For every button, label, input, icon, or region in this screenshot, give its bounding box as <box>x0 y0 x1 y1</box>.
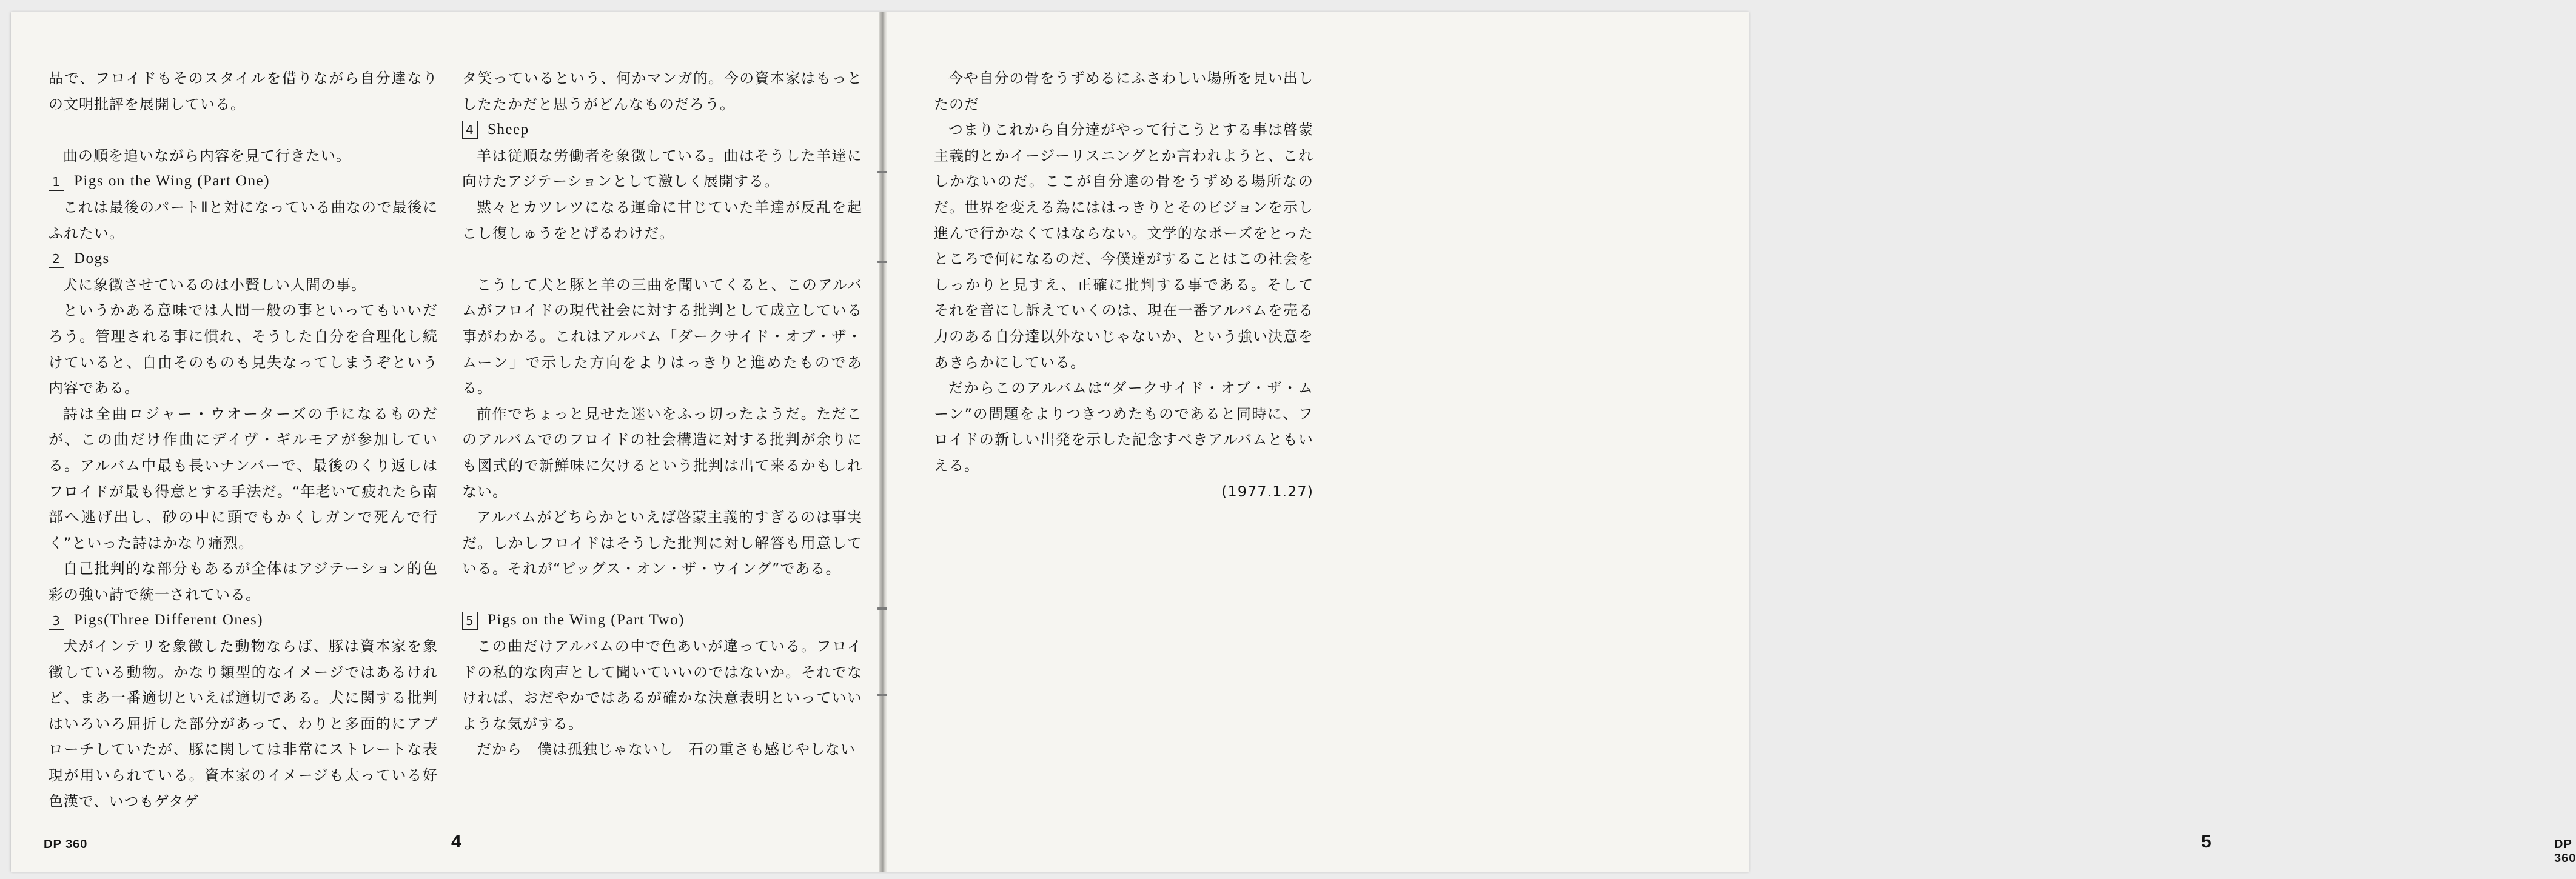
body-paragraph: 犬がインテリを象徴した動物ならば、豚は資本家を象徴している動物。かなり類型的なイメージではあるけれど、まあ一番適切といえば適切である。犬に関する批判はいろいろ屈折した部分があって、わりと多面的にアプローチしていたが、豚に関しては非常にストレートな表現が用いられている。資本家のイメージも太っている好色漢で、いつもゲタゲ <box>49 638 438 810</box>
body-paragraph: これは最後のパートⅡと対になっている曲なので最後にふれたい。 <box>49 198 438 242</box>
booklet-spine <box>879 12 887 872</box>
paragraph-gap <box>462 582 862 608</box>
body-paragraph: 前作でちょっと見せた迷いをふっ切ったようだ。ただこのアルバムでのフロイドの社会構造に対する批判が余りにも図式的で新鮮味に欠けるという批判は出て来るかもしれない。 <box>462 405 862 500</box>
track-heading <box>49 169 438 195</box>
catalog-code-left: DP 360 <box>44 838 88 851</box>
body-paragraph: だから 僕は孤独じゃないし 石の重さも感じやしない <box>477 741 856 758</box>
body-paragraph: つまりこれから自分達がやって行こうとする事は啓蒙主義的とかイージーリスニングとか言われようと、これしかないのだ。ここが自分達の骨をうずめる場所なのだ。世界を変える為にははっきりとそのビジョンを示し進んで行かなくてはならない。文学的なポーズをとったところで何になるのだ、今僕達がすることはこの社会をしっかりと見すえ、正確に批判する事である。そしてそれを音にし訴えていくのは、現在一番アルバムを売る力のある自分達以外ないじゃないか、という強い決意をあきらかにしている。 <box>934 121 1313 371</box>
left-page-column-2 <box>462 65 862 763</box>
body-paragraph: 犬に象徴させているのは小賢しい人間の事。 <box>63 276 366 293</box>
body-paragraph: 曲の順を追いながら内容を見て行きたい。 <box>63 147 351 164</box>
body-paragraph: タ笑っているという、何かマンガ的。今の資本家はもっとしたたかだと思うがどんなものだろう。 <box>462 70 862 113</box>
body-paragraph: 品で、フロイドもそのスタイルを借りながら自分達なりの文明批評を展開している。 <box>49 70 438 113</box>
page-number-left: 4 <box>451 832 461 852</box>
body-paragraph: 今や自分の骨をうずめるにふさわしい場所を見い出したのだ <box>934 70 1313 113</box>
date-stamp: (1977.1.27) <box>1221 483 1313 500</box>
track-heading <box>49 607 438 633</box>
body-paragraph: だからこのアルバムは“ダークサイド・オブ・ザ・ムーン”の問題をよりつきつめたものであると同時に、フロイドの新しい出発を示した記念すべきアルバムともいえる。 <box>934 379 1313 474</box>
body-paragraph: 黙々とカツレツになる運命に甘じていた羊達が反乱を起こし復しゅうをとげるわけだ。 <box>462 198 862 242</box>
paragraph-gap <box>49 117 438 143</box>
track-title: Pigs on the Wing (Part Two) <box>488 612 685 629</box>
body-paragraph: 詩は全曲ロジャー・ウオーターズの手になるものだが、この曲だけ作曲にデイヴ・ギルモアが参加している。アルバム中最も長いナンバーで、最後のくり返しはフロイドが最も得意とする手法だ。“年老いて疲れたら南部へ逃げ出し、砂の中に頭でもかくしガンで死んで行く”といった詩はかなり痛烈。 <box>49 405 438 552</box>
track-heading <box>49 246 438 272</box>
body-paragraph: 羊は従順な労働者を象徴している。曲はそうした羊達に向けたアジテーションとして激しく展開する。 <box>462 147 862 190</box>
track-number-box: 5 <box>462 612 478 630</box>
paragraph-gap <box>462 246 862 272</box>
body-paragraph: この曲だけアルバムの中で色あいが違っている。フロイドの私的な肉声として聞いていいのではないか。それでなければ、おだやかではあるが確かな決意表明といっていいような気がする。 <box>462 638 862 732</box>
body-paragraph: アルバムがどちらかといえば啓蒙主義的すぎるのは事実だ。しかしフロイドはそうした批判に対し解答も用意している。それが“ピッグス・オン・ザ・ウイング”である。 <box>462 509 862 578</box>
body-paragraph: こうして犬と豚と羊の三曲を聞いてくると、このアルバムがフロイドの現代社会に対する批判として成立している事がわかる。これはアルバム「ダークサイド・オブ・ザ・ムーン」で示した方向をよりはっきりと進めたものである。 <box>462 276 862 397</box>
track-number-box: 2 <box>49 250 64 268</box>
track-number-box: 3 <box>49 612 64 630</box>
body-paragraph: というかある意味では人間一般の事といってもいいだろう。管理される事に慣れ、そうした自分を合理化し続けていると、自由そのものも見失なってしまうぞという内容である。 <box>49 302 438 397</box>
left-page <box>11 12 879 872</box>
track-heading <box>462 117 862 143</box>
track-title: Dogs <box>74 250 110 267</box>
left-page-column-1 <box>49 65 438 814</box>
track-number-box: 4 <box>462 121 478 139</box>
right-page-column <box>934 65 1313 504</box>
track-title: Sheep <box>488 121 529 138</box>
booklet-spread <box>11 12 2576 872</box>
track-title: Pigs on the Wing (Part One) <box>74 173 270 190</box>
track-heading <box>462 607 862 633</box>
page-number-right: 5 <box>2201 832 2212 852</box>
track-number-box: 1 <box>49 173 64 191</box>
body-paragraph: 自己批判的な部分もあるが全体はアジテーション的色彩の強い詩で統一されている。 <box>49 560 438 603</box>
catalog-code-right: DP 360 <box>2554 838 2576 865</box>
track-title: Pigs(Three Different Ones) <box>74 612 264 629</box>
